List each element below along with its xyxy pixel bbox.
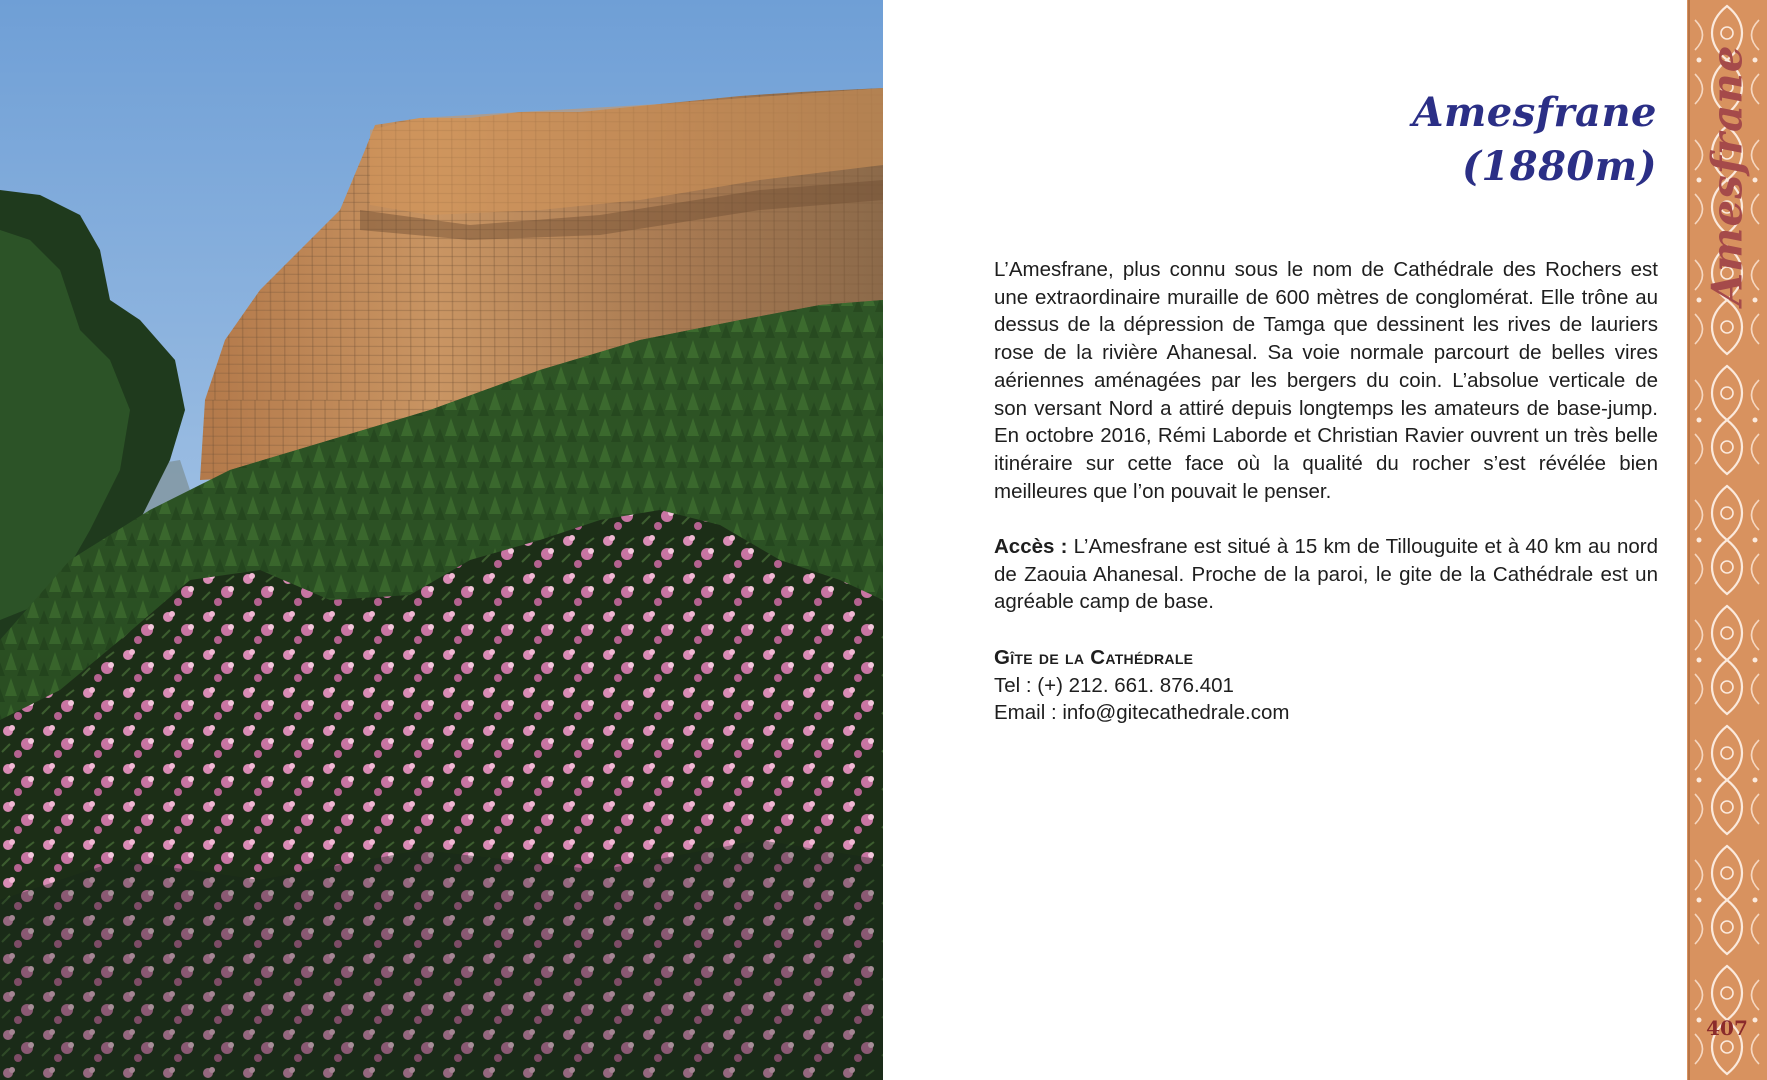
access-paragraph xyxy=(994,533,1658,616)
page-number: 407 xyxy=(1706,1016,1748,1040)
title-altitude: (1880m) xyxy=(1461,143,1657,190)
paragraph-gap xyxy=(994,505,1658,533)
gite-tel: Tel : (+) 212. 661. 876.401 xyxy=(994,673,1234,697)
access-text: L’Amesfrane est situé à 15 km de Tillouguite et à 40 km au nord de Zaouia Ahanesal. Proche de la paroi, le gite de la Cathédrale est un agréable camp de base. xyxy=(994,535,1658,614)
side-title xyxy=(1687,0,1767,306)
paragraph-gap xyxy=(994,616,1658,644)
intro-paragraph: L’Amesfrane, plus connu sous le nom de Cathédrale des Rochers est une extraordinaire muraille de 600 mètres de conglomérat. Elle trône au dessus de la dépression de Tamga que dessinent les rives de lauriers rose de la rivière Ahanesal. Sa voie normale parcourt de belles vires aériennes aménagées par les bergers du coin. L’absolue verticale de son versant Nord a attiré depuis longtemps les amateurs de base-jump. En octobre 2016, Rémi Laborde et Christian Ravier ouvrent un très belle itinéraire sur cette face où la qualité du rocher s’est révélée bien meilleures que l’on pouvait le penser. xyxy=(994,258,1658,503)
section-title xyxy=(1412,86,1657,194)
gite-email: Email : info@gitecathedrale.com xyxy=(994,701,1290,725)
cliff-photo xyxy=(0,0,883,1080)
side-title-text: Amesfrane xyxy=(1702,44,1752,306)
access-label: Accès : xyxy=(994,535,1068,559)
gite-title: Gîte de la Cathédrale xyxy=(994,645,1194,669)
body-text xyxy=(994,256,1658,727)
title-name: Amesfrane xyxy=(1412,89,1657,136)
